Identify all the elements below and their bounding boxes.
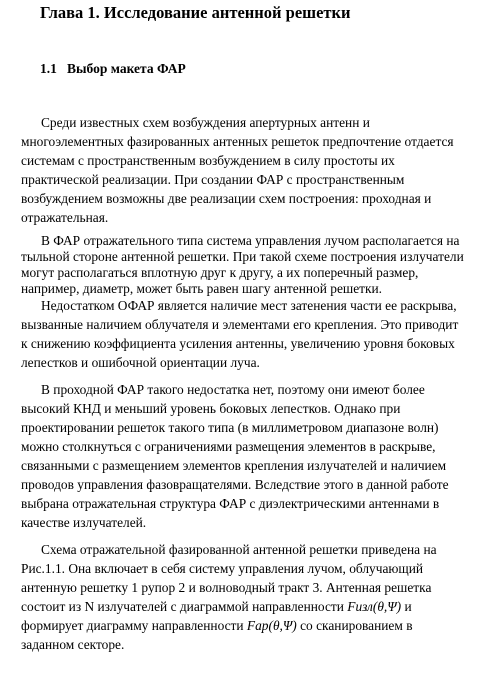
- math-formula: Fар(θ,Ψ): [246, 618, 297, 633]
- paragraph-line: можно столкнуться с ограничениями размещения элементов в раскрыве,: [21, 439, 436, 454]
- paragraph-line: лепестков и ошибочной ориентации луча.: [21, 355, 260, 370]
- paragraph-line: Рис.1.1. Она включает в себя систему управления лучом, облучающий: [21, 561, 424, 576]
- paragraph-line: качестве излучателей.: [21, 515, 147, 530]
- paragraph-line: высокий КНД и меньший уровень боковых лепестков. Однако при: [21, 401, 401, 416]
- chapter-title: Глава 1. Исследование антенной решетки: [40, 3, 351, 22]
- paragraph-line: тыльной стороне антенной решетки. При такой схеме построения излучатели: [21, 249, 464, 264]
- text-run: и: [401, 599, 412, 614]
- paragraph-5: [21, 540, 483, 654]
- paragraph-line: отражательная.: [21, 210, 109, 225]
- paragraph-line: [21, 616, 483, 635]
- paragraph-line: возбуждением возможны две реализации схем построения: проходная и: [21, 191, 432, 206]
- paragraph-line: проектировании решеток такого типа (в миллиметровом диапазоне волн): [21, 420, 439, 435]
- paragraph-line: могут располагаться вплотную друг к другу, а их поперечный размер,: [21, 265, 419, 280]
- paragraph-line: системам с пространственным возбуждением в силу простоты их: [21, 153, 395, 168]
- section-heading: [40, 61, 186, 77]
- paragraph-line: антенную решетку 1 рупор 2 и волноводный тракт 3. Антенная решетка: [21, 580, 432, 595]
- paragraph-line: В ФАР отражательного типа система управления лучом располагается на: [41, 233, 460, 248]
- paragraph-line: Среди известных схем возбуждения апертурных антенн и: [41, 115, 370, 130]
- text-run: формирует диаграмму направленности: [21, 618, 247, 633]
- paragraph-line: проводов управления фазовращателями. Вследствие этого в данной работе: [21, 477, 449, 492]
- math-formula: Fизл(θ,Ψ): [347, 599, 402, 614]
- paragraph-line: заданном секторе.: [21, 637, 125, 652]
- paragraph-line: выбрана отражательная структура ФАР с диэлектрическими антеннами в: [21, 496, 440, 511]
- paragraph-line: [21, 597, 483, 616]
- paragraph-line: к снижению коэффициента усиления антенны, увеличению уровня боковых: [21, 336, 455, 351]
- paragraph-line: практической реализации. При создании ФАР с пространственным: [21, 172, 405, 187]
- paragraph-line: связанными с размещением элементов крепления излучателей и наличием: [21, 458, 447, 473]
- section-title: Выбор макета ФАР: [67, 61, 186, 76]
- paragraph-line: вызванные наличием облучателя и элементами его крепления. Это приводит: [21, 317, 459, 332]
- paragraph-line: например, диаметр, может быть равен шагу антенной решетки.: [21, 281, 383, 296]
- paragraph-line: В проходной ФАР такого недостатка нет, поэтому они имеют более: [41, 382, 425, 397]
- text-run: со сканированием в: [296, 618, 413, 633]
- paragraph-line: Недостатком ОФАР является наличие мест затенения части ее раскрыва,: [41, 298, 457, 313]
- text-run: состоит из N излучателей с диаграммой направленности: [21, 599, 348, 614]
- paragraph-2: [21, 233, 483, 297]
- paragraph-line: многоэлементных фазированных антенных решеток предпочтение отдается: [21, 134, 454, 149]
- paragraph-line: Схема отражательной фазированной антенной решетки приведена на: [41, 542, 437, 557]
- paragraph-4: [21, 380, 483, 532]
- paragraph-1: [21, 113, 483, 227]
- paragraph-3: [21, 296, 483, 372]
- section-number: 1.1: [40, 61, 57, 76]
